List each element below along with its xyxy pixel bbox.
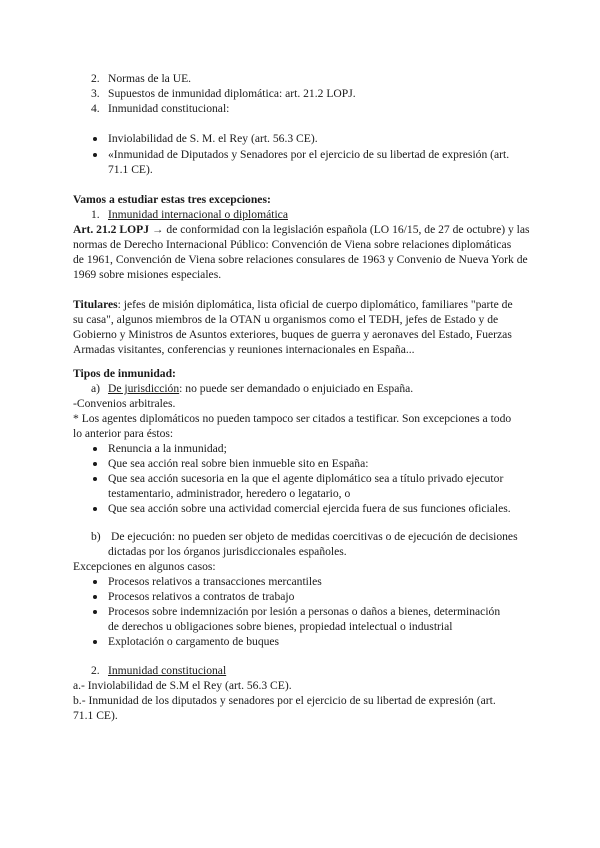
tipos-heading: Tipos de inmunidad:	[73, 367, 176, 380]
arrow-icon: →	[151, 223, 164, 236]
bullet-icon	[93, 507, 97, 511]
list-number: 3.	[91, 87, 100, 100]
paragraph-line: de 1961, Convención de Viena sobre relaciones consulares de 1963 y Convenio de Nueva York de	[73, 253, 528, 266]
bullet-item-cont: 71.1 CE).	[108, 163, 153, 176]
bullet-item: Que sea acción sucesoria en la que el agente diplomático sea a título privado ejecutor	[108, 472, 504, 485]
paragraph-line: su casa", algunos miembros de la OTAN u organismos como el TEDH, jefes de Estado y de	[73, 313, 499, 326]
art-line	[73, 222, 530, 237]
titulares-text: : jefes de misión diplomática, lista oficial de cuerpo diplomático, familiares "parte de	[117, 298, 513, 311]
letter-marker: a)	[91, 382, 101, 395]
final-line: 71.1 CE).	[73, 709, 118, 722]
tipo-b: De ejecución: no pueden ser objeto de medidas coercitivas o de ejecución de decisiones	[111, 530, 518, 543]
art-text: de conformidad con la legislación española (LO 16/15, de 27 de octubre) y las	[166, 223, 530, 236]
bullet-item: Renuncia a la inmunidad;	[108, 442, 227, 455]
tipo-b-cont: dictadas por los órganos jurisdiccionales españoles.	[108, 545, 347, 558]
list-item: Inmunidad constitucional:	[108, 102, 230, 115]
final-line: b.- Inmunidad de los diputados y senadores por el ejercicio de su libertad de expresión (art.	[73, 694, 496, 707]
final-line: a.- Inviolabilidad de S.M el Rey (art. 56.3 CE).	[73, 679, 292, 692]
list-number: 2.	[91, 72, 100, 85]
bullet-item: Procesos relativos a contratos de trabajo	[108, 590, 295, 603]
bullet-item: Procesos sobre indemnización por lesión a personas o daños a bienes, determinación	[108, 605, 501, 618]
list-number: 4.	[91, 102, 100, 115]
paragraph-line: Gobierno y Ministros de Asuntos exteriores, buques de guerra y aeronaves del Estado, Fuerzas	[73, 328, 512, 341]
tipo-a-title: De jurisdicción	[108, 382, 180, 395]
bullet-item: «Inmunidad de Diputados y Senadores por el ejercicio de su libertad de expresión (art.	[108, 148, 510, 161]
titulares-label: Titulares	[73, 298, 118, 311]
section-number: 1.	[91, 208, 100, 221]
note-line: lo anterior para éstos:	[73, 427, 174, 440]
bullet-icon	[93, 477, 97, 481]
bullet-icon	[93, 137, 97, 141]
art-reference: Art. 21.2 LOPJ	[73, 223, 149, 236]
bullet-icon	[93, 153, 97, 157]
list-item: Normas de la UE.	[108, 72, 192, 85]
titulares-line	[73, 297, 513, 312]
bullet-icon	[93, 462, 97, 466]
tipo-a	[108, 381, 413, 396]
bullet-item: Que sea acción sobre una actividad comercial ejercida fuera de sus funciones oficiales.	[108, 502, 511, 515]
note-line: * Los agentes diplomáticos no pueden tampoco ser citados a testificar. Son excepciones a todo	[73, 412, 512, 425]
section-title: Inmunidad constitucional	[108, 664, 227, 677]
letter-marker: b)	[91, 530, 101, 543]
convenios-line: -Convenios arbitrales.	[73, 397, 176, 410]
bullet-item-cont: testamentario, administrador, heredero o legatario, o	[108, 487, 351, 500]
bullet-icon	[93, 640, 97, 644]
excepciones-line: Excepciones en algunos casos:	[73, 560, 216, 573]
bullet-item: Inviolabilidad de S. M. el Rey (art. 56.3 CE).	[108, 132, 318, 145]
tipo-a-text: : no puede ser demandado o enjuiciado en España.	[179, 382, 414, 395]
paragraph-line: normas de Derecho Internacional Público: Convención de Viena sobre relaciones diplomáticas	[73, 238, 512, 251]
paragraph-line: Armadas visitantes, conferencias y reuniones internacionales en España...	[73, 343, 415, 356]
bullet-item-cont: de derechos u obligaciones sobre bienes, propiedad intelectual o industrial	[108, 620, 453, 633]
list-item: Supuestos de inmunidad diplomática: art. 21.2 LOPJ.	[108, 87, 356, 100]
bullet-icon	[93, 610, 97, 614]
bullet-item: Explotación o cargamento de buques	[108, 635, 280, 648]
bullet-icon	[93, 580, 97, 584]
section-title: Inmunidad internacional o diplomática	[108, 208, 288, 221]
section-number: 2.	[91, 664, 100, 677]
bullet-item: Que sea acción real sobre bien inmueble sito en España:	[108, 457, 369, 470]
bullet-icon	[93, 595, 97, 599]
bullet-item: Procesos relativos a transacciones mercantiles	[108, 575, 322, 588]
bullet-icon	[93, 447, 97, 451]
paragraph-line: 1969 sobre misiones especiales.	[73, 268, 222, 281]
section-heading: Vamos a estudiar estas tres excepciones:	[73, 193, 271, 206]
